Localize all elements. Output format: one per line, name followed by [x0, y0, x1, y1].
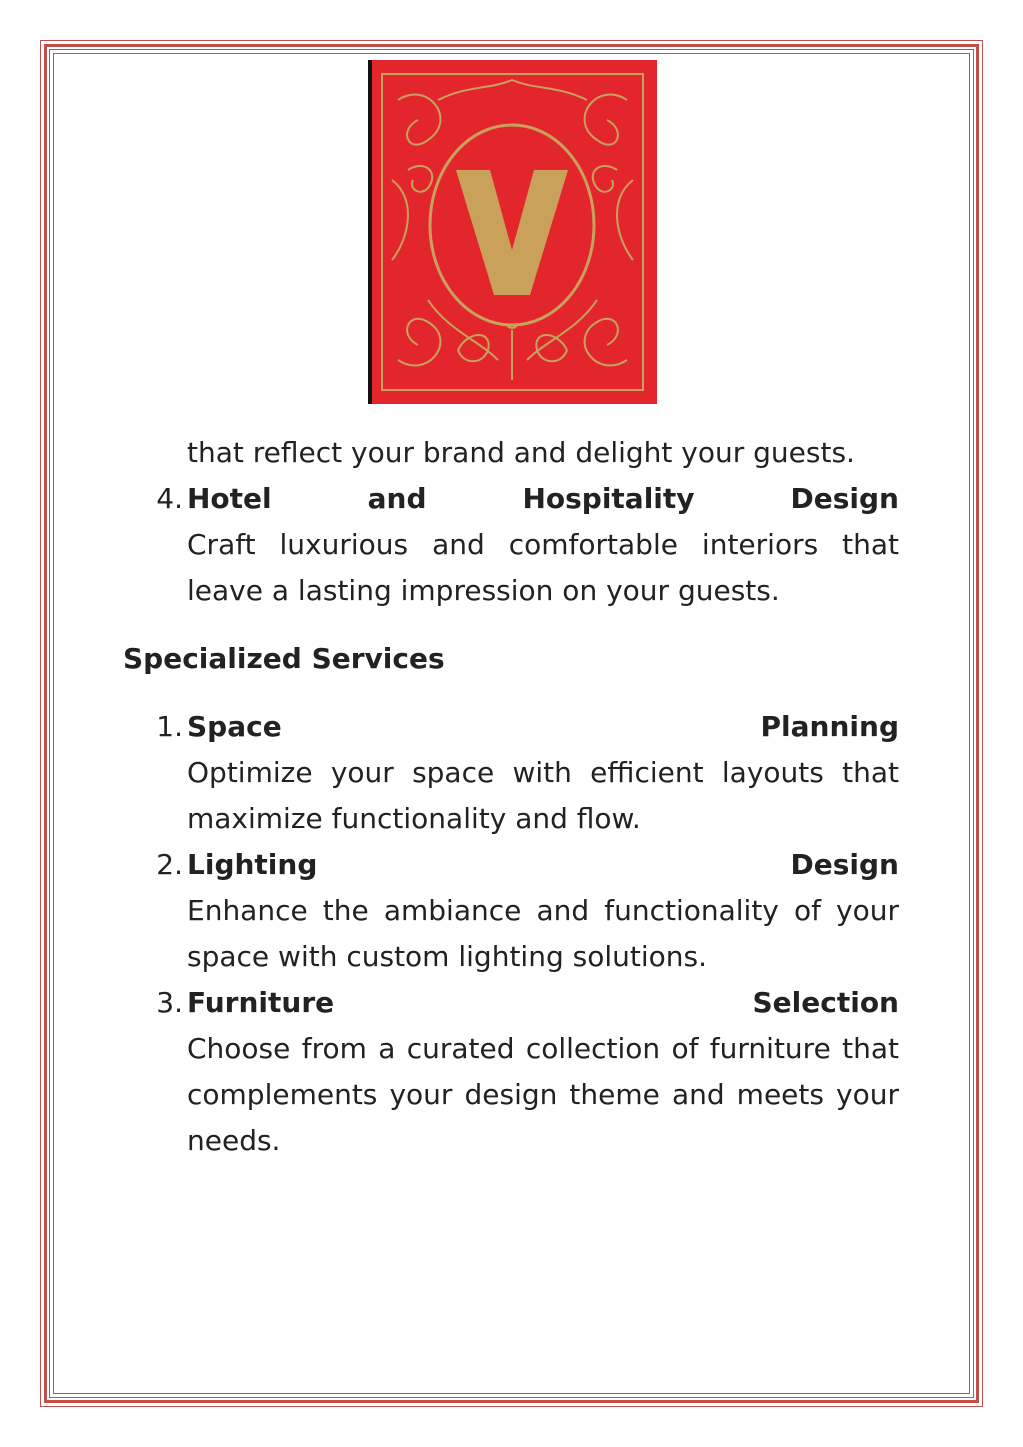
list-item-description: Enhance the ambiance and functionality of your space with custom lighting solutions.: [187, 894, 899, 973]
title-word: and: [367, 482, 427, 515]
title-word: Furniture: [187, 986, 335, 1019]
list-item: [123, 704, 899, 842]
title-word: Lighting: [187, 848, 318, 881]
list-item-number: 1.: [156, 710, 183, 743]
section-heading: Specialized Services: [123, 642, 445, 675]
list-item-title: [187, 980, 899, 1026]
list-item-title: [187, 842, 899, 888]
title-word: Design: [790, 482, 899, 515]
intro-continuation-text: that reflect your brand and delight your guests.: [187, 436, 855, 469]
title-word: Selection: [752, 986, 899, 1019]
list-item: [123, 476, 899, 614]
title-word: Hospitality: [522, 482, 695, 515]
brand-logo: [368, 60, 657, 404]
list-item-description: Optimize your space with efficient layouts that maximize functionality and flow.: [187, 756, 899, 835]
title-word: Design: [790, 848, 899, 881]
list-item-number: 4.: [156, 482, 183, 515]
list-item-title: [187, 476, 899, 522]
list-item: [123, 980, 899, 1164]
title-word: Planning: [760, 710, 899, 743]
list-item-description: Choose from a curated collection of furniture that complements your design theme and meets your needs.: [187, 1032, 899, 1157]
title-word: Hotel: [187, 482, 272, 515]
title-word: Space: [187, 710, 282, 743]
intro-continuation-block: [123, 430, 899, 476]
list-item-number: 2.: [156, 848, 183, 881]
list-item-title: [187, 704, 899, 750]
document-body: [123, 430, 899, 1164]
list-item-description: Craft luxurious and comfortable interiors that leave a lasting impression on your guests.: [187, 528, 899, 607]
list-item: [123, 842, 899, 980]
list-item-number: 3.: [156, 986, 183, 1019]
